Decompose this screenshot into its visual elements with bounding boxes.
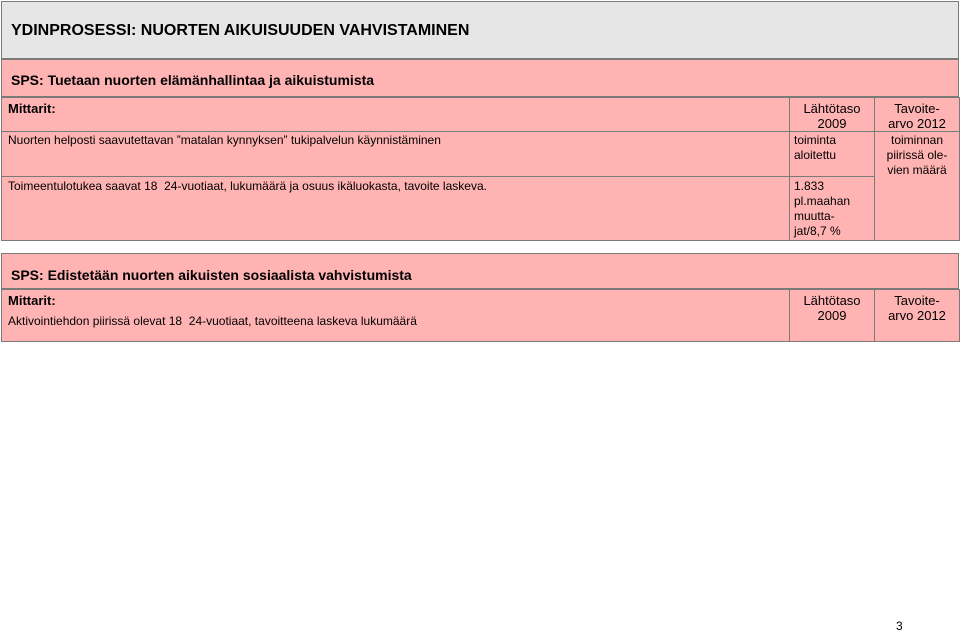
section1-row2-lahtotaso: 1.833 pl.maahan muutta- jat/8,7 % [790, 177, 875, 241]
section1-row1-mittari: Nuorten helposti saavutettavan ”matalan kynnyksen” tukipalvelun käynnistäminen [2, 132, 790, 177]
section1-heading: SPS: Tuetaan nuorten elämänhallintaa ja aikuistumista [11, 72, 375, 88]
section1-col-lahtotaso: Lähtötaso 2009 [790, 98, 875, 132]
section2-heading-box [1, 253, 959, 289]
document-title-box [1, 1, 959, 59]
section2-col-lahtotaso: Lähtötaso 2009 [790, 290, 875, 342]
section1-col-mittarit: Mittarit: [2, 98, 790, 132]
section2-table [1, 289, 960, 342]
page-number: 3 [896, 619, 903, 633]
section1-row1-lahtotaso: toiminta aloitettu [790, 132, 875, 177]
section1-heading-box [1, 59, 959, 97]
section1-row2-mittari: Toimeentulotukea saavat 18 24-vuotiaat, lukumäärä ja osuus ikäluokasta, tavoite laskeva. [2, 177, 790, 241]
section1-tavoitearvo-value: toiminnan piirissä ole- vien määrä [875, 132, 960, 241]
section1-col-tavoitearvo: Tavoite- arvo 2012 [875, 98, 960, 132]
section1-table [1, 97, 960, 241]
document-title: YDINPROSESSI: NUORTEN AIKUISUUDEN VAHVISTAMINEN [11, 22, 470, 39]
section2-heading: SPS: Edistetään nuorten aikuisten sosiaalista vahvistumista [11, 267, 412, 283]
section2-row1-mittari: Aktivointiehdon piirissä olevat 18 24-vuotiaat, tavoitteena laskeva lukumäärä [8, 314, 417, 328]
section2-col-mittarit: Mittarit: [8, 293, 56, 308]
section2-col-tavoitearvo: Tavoite- arvo 2012 [875, 290, 960, 342]
section2-mittarit-cell [2, 290, 790, 342]
